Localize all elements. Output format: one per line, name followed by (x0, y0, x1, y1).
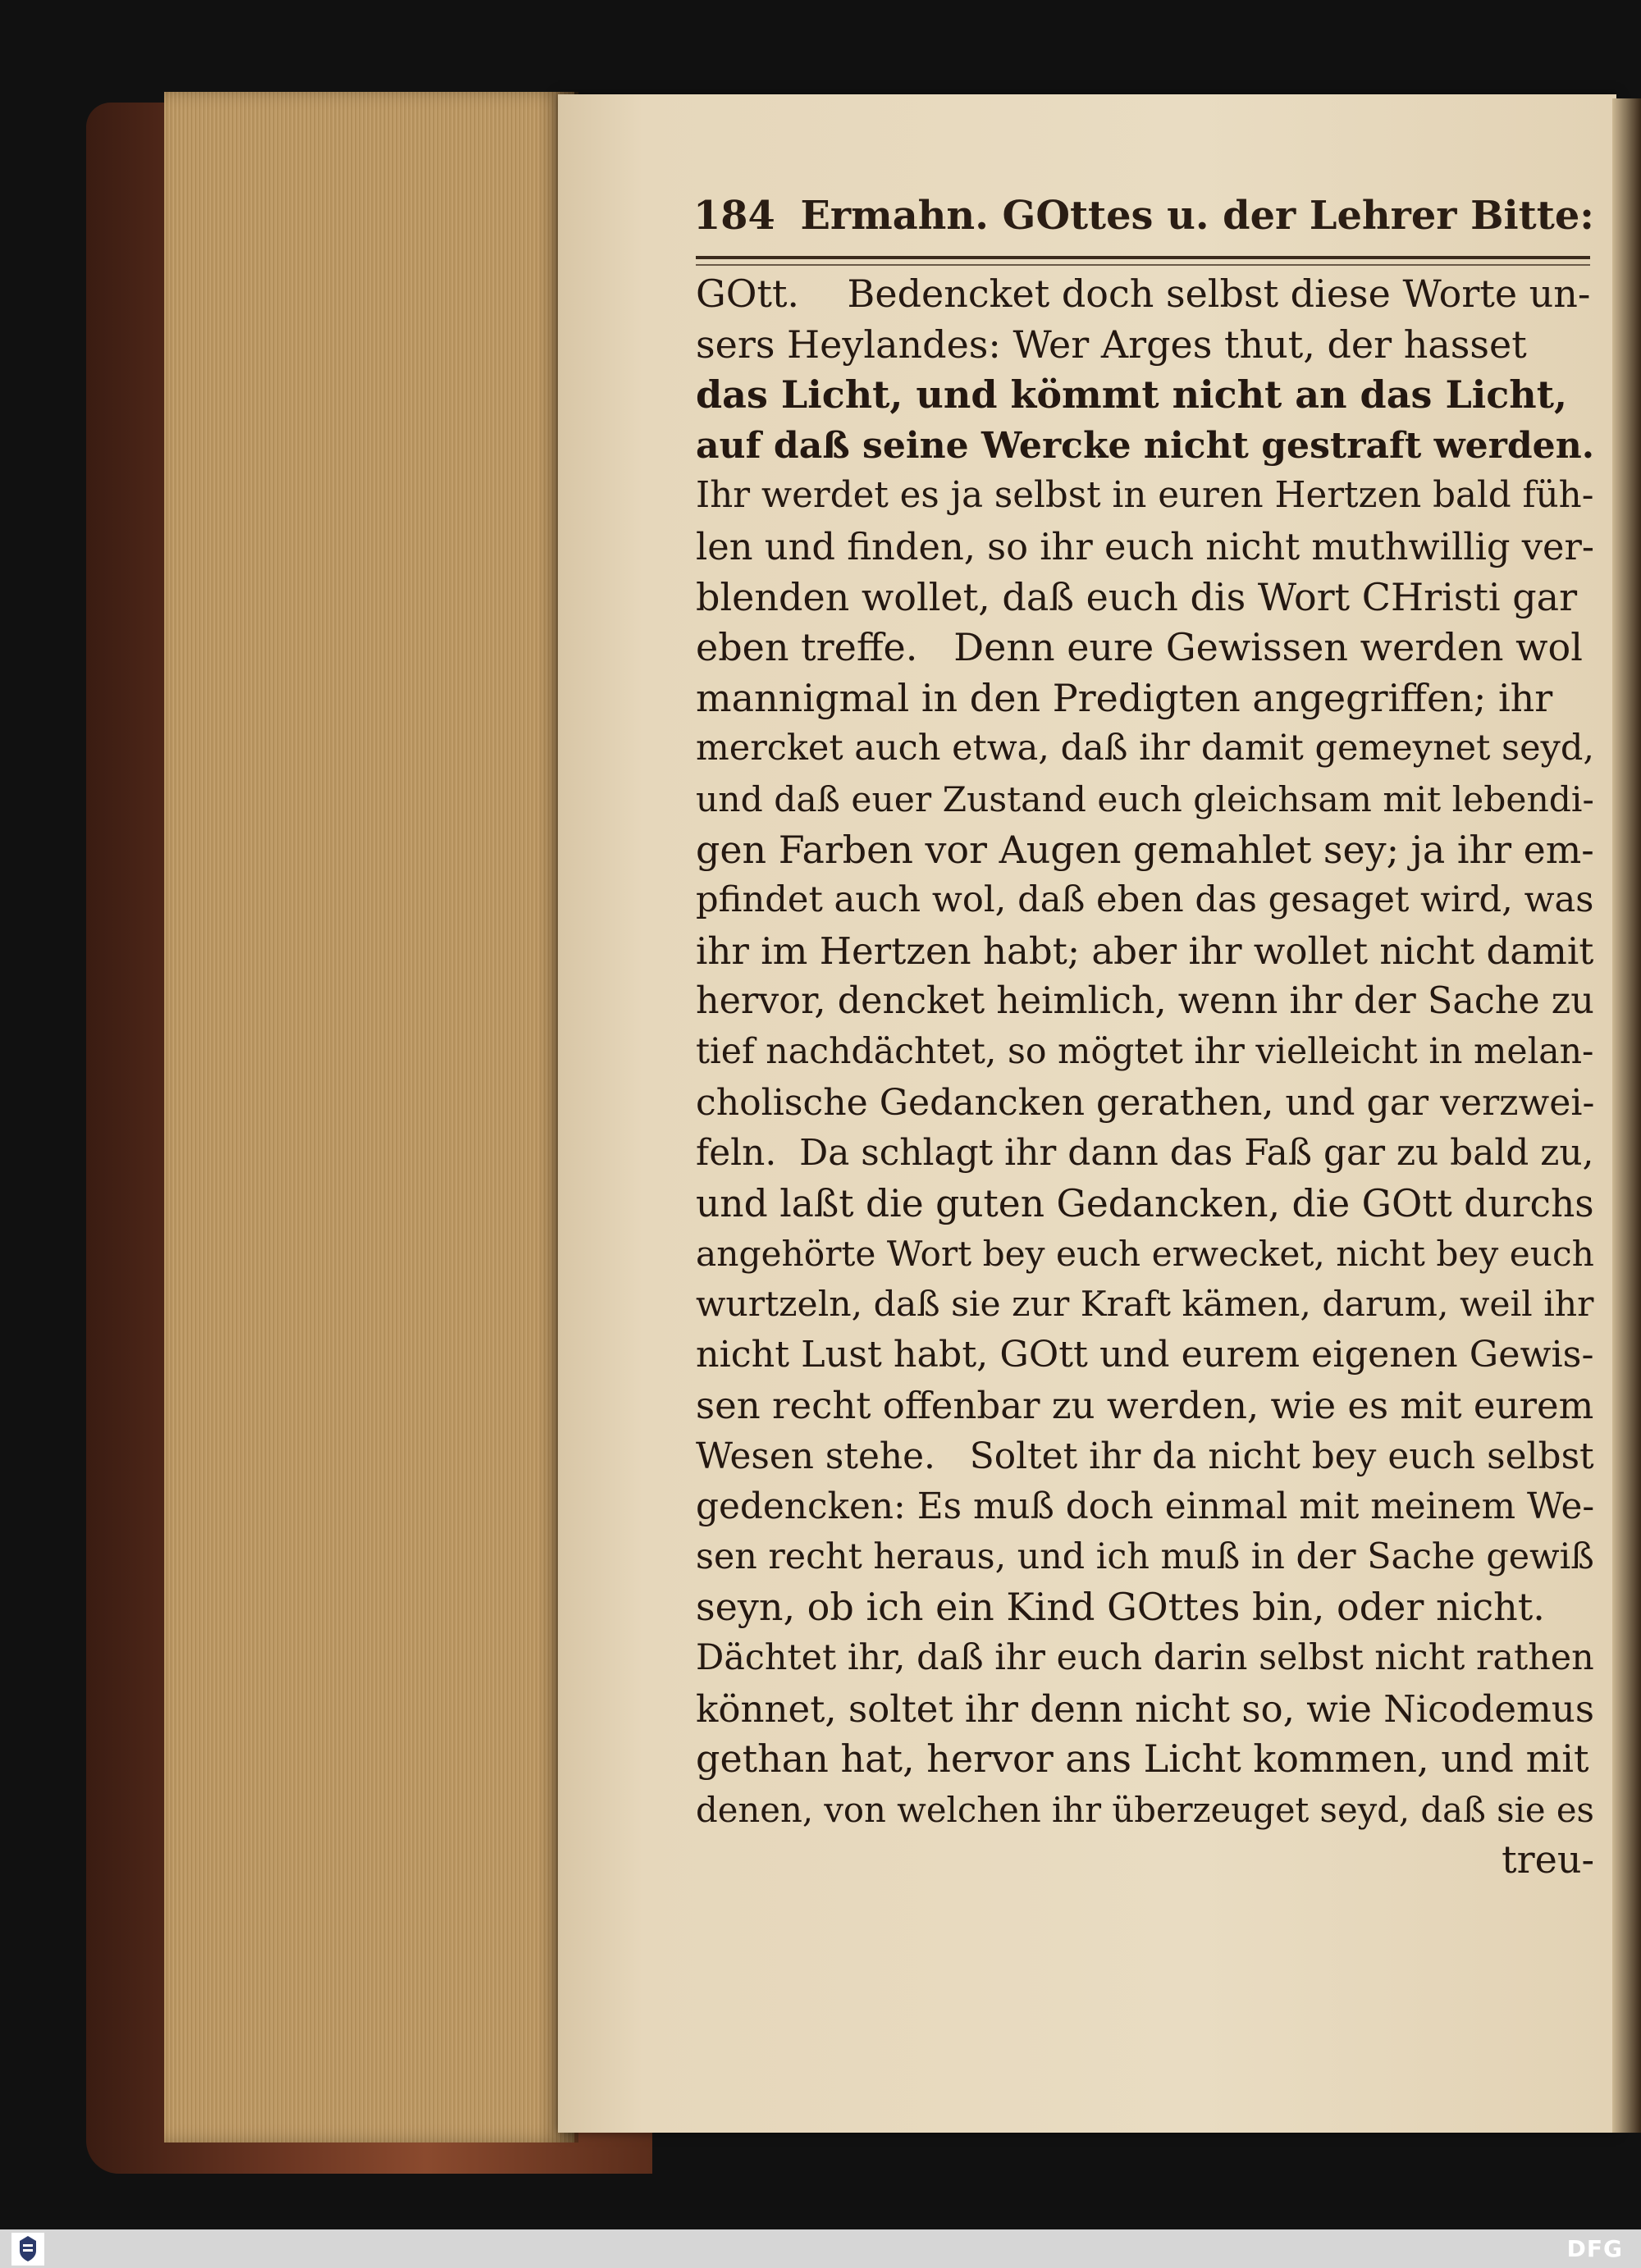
text-line: sen recht offenbar zu werden, wie es mit eurem (696, 1384, 1594, 1428)
text-line: könnet, soltet ihr denn nicht so, wie Nicodemus (696, 1686, 1594, 1731)
header-rule (696, 256, 1590, 259)
running-header (693, 187, 1592, 244)
page-fore-edge (164, 92, 574, 2143)
text-line: GOtt. Bedencket doch selbst diese Worte un- (696, 272, 1591, 316)
text-line: mercket auch etwa, daß ihr damit gemeynet seyd, (696, 728, 1595, 769)
body-text (696, 269, 1594, 1886)
text-line: gedencken: Es muß doch einmal mit meinem We- (696, 1485, 1595, 1528)
text-line: len und finden, so ihr euch nicht muthwillig ver- (696, 524, 1594, 568)
page-right-edge (1612, 98, 1641, 2133)
running-title: Ermahn. GOttes u. der Lehrer Bitte: (800, 193, 1594, 239)
text-line: blenden wollet, daß euch dis Wort CHristi gar (696, 574, 1578, 619)
text-line: Ihr werdet es ja selbst in euren Hertzen bald füh- (696, 475, 1594, 517)
text-line: cholische Gedancken gerathen, und gar verzwei- (696, 1081, 1595, 1124)
text-line: ihr im Hertzen habt; aber ihr wollet nicht damit (696, 929, 1594, 973)
text-line: seyn, ob ich ein Kind GOttes bin, oder nicht. (696, 1585, 1545, 1630)
text-line: wurtzeln, daß sie zur Kraft kämen, darum, weil ihr (696, 1284, 1594, 1325)
text-line: tief nachdächtet, so mögtet ihr vielleicht in melan- (696, 1030, 1594, 1072)
text-line: nicht Lust habt, GOtt und eurem eigenen Gewis- (696, 1334, 1594, 1376)
text-line: gethan hat, hervor ans Licht kommen, und mit (696, 1736, 1589, 1782)
text-line: mannigmal in den Predigten angegriffen; ihr (696, 675, 1553, 720)
text-line: eben treffe. Denn eure Gewissen werden wol (696, 625, 1583, 670)
text-line: Dächtet ihr, daß ihr euch darin selbst nicht rathen (696, 1637, 1594, 1679)
text-line: und daß euer Zustand euch gleichsam mit lebendi- (696, 778, 1594, 819)
dfg-brand: DFG (1566, 2235, 1623, 2262)
text-line: und laßt die guten Gedancken, die GOtt durchs (696, 1181, 1594, 1225)
header-rule-secondary (696, 264, 1590, 266)
catchword: treu- (1502, 1837, 1594, 1882)
text-line: gen Farben vor Augen gemahlet sey; ja ihr em- (696, 827, 1594, 872)
text-line: sers Heylandes: Wer Arges thut, der hasset (696, 322, 1527, 367)
text-line: feln. Da schlagt ihr dann das Faß gar zu bald zu, (696, 1132, 1594, 1175)
library-crest-icon (11, 2233, 44, 2266)
text-line: pfindet auch wol, daß eben das gesaget wird, was (696, 879, 1594, 921)
text-line: das Licht, und kömmt nicht an das Licht, (696, 372, 1567, 418)
viewer-footer-bar (0, 2229, 1641, 2268)
text-line: auf daß seine Wercke nicht gestraft werden. (696, 424, 1595, 467)
text-line: angehörte Wort bey euch erwecket, nicht bey euch (696, 1234, 1594, 1275)
text-line: Wesen stehe. Soltet ihr da nicht bey euch selbst (696, 1435, 1594, 1477)
text-line: denen, von welchen ihr überzeuget seyd, daß sie es (696, 1789, 1594, 1830)
text-line: hervor, dencket heimlich, wenn ihr der Sache zu (696, 980, 1594, 1023)
page-number: 184 (693, 193, 775, 239)
text-line: sen recht heraus, und ich muß in der Sache gewiß (696, 1536, 1594, 1577)
